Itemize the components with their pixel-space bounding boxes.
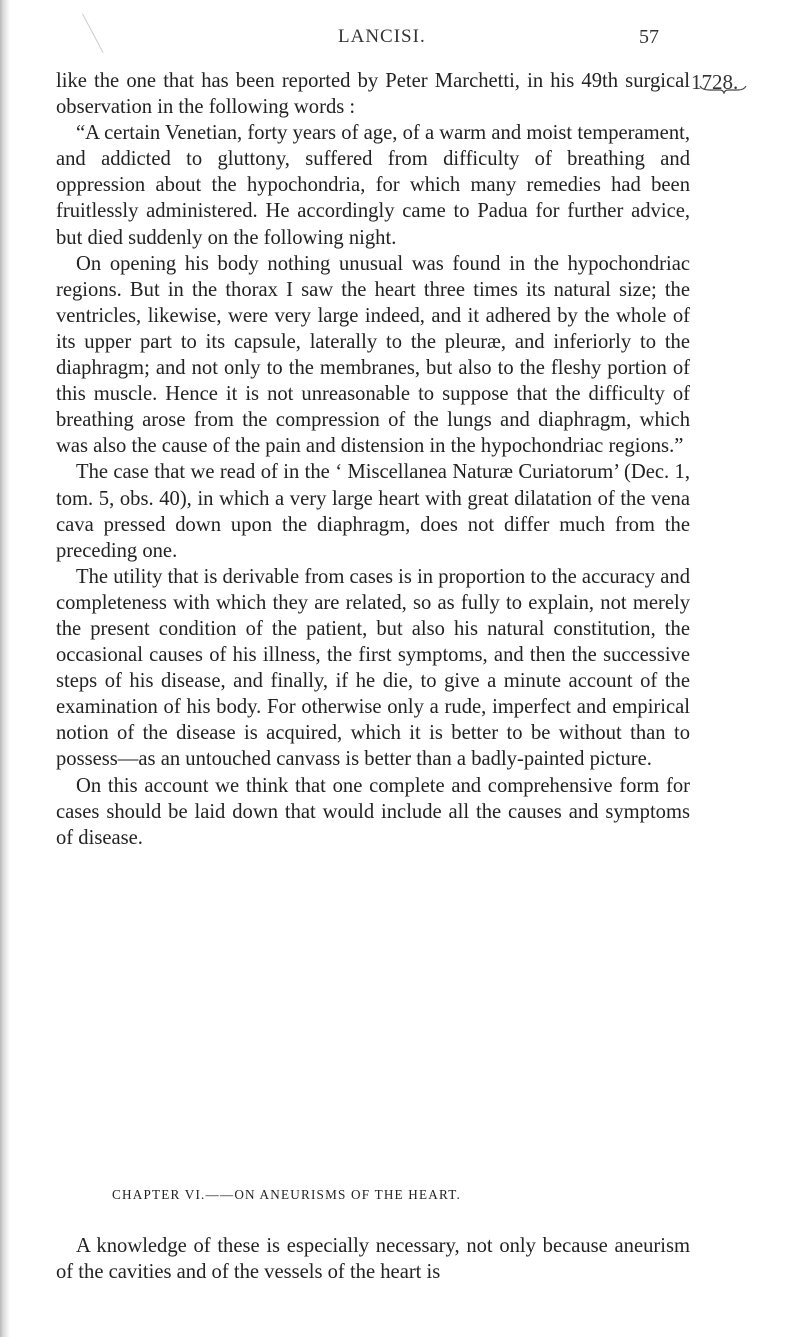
running-head: LANCISI. xyxy=(338,26,426,47)
chapter-heading: CHAPTER VI.——ON ANEURISMS OF THE HEART. xyxy=(112,1187,461,1202)
margin-brace-mark xyxy=(698,84,748,94)
page-number: 57 xyxy=(639,26,659,48)
paragraph: The utility that is derivable from cases is in proportion to the accuracy and completeness with which they are related, so as fully to explain, not merely the present condition of the patient, but also his natural constitution, the occasional causes of his illness, the first symptoms, and then the successive steps of his disease, and finally, if he die, to give a minute account of the examination of his body. For otherwise only a rude, imperfect and empirical notion of the disease is acquired, which it is better to be without than to possess—as an untouched canvass is better than a badly-painted picture. xyxy=(56,565,690,771)
paragraph: A knowledge of these is especially necessary, not only because aneurism of the cavities and of the vessels of the heart is xyxy=(56,1235,690,1284)
paragraph-continued: like the one that has been reported by Peter Marchetti, in his 49th surgical observation in the following words : xyxy=(56,70,690,119)
paragraph: On this account we think that one complete and comprehensive form for cases should be laid down that would include all the causes and symptoms of disease. xyxy=(56,774,690,849)
page-gutter-shadow xyxy=(0,0,10,1337)
paragraph: The case that we read of in the ‘ Miscellanea Naturæ Curiatorum’ (Dec. 1, tom. 5, obs. 40), in which a very large heart with great dilatation of the vena cava pressed down upon the diaphragm, does not differ much from the preceding one. xyxy=(56,461,690,562)
body-text xyxy=(56,68,690,851)
page-header xyxy=(0,22,800,52)
body-text-continued xyxy=(56,1233,690,1285)
margin-year-note: 1728. xyxy=(691,70,739,94)
quoted-paragraph: “A certain Venetian, forty years of age, of a warm and moist temperament, and addicted to gluttony, suffered from difficulty of breathing and oppression about the hypochondria, for which many remedies had been fruitlessly administered. He accordingly came to Padua for further advice, but died suddenly on the following night. xyxy=(56,122,690,249)
quoted-paragraph: On opening his body nothing unusual was found in the hypochondriac regions. But in the thorax I saw the heart three times its natural size; the ventricles, likewise, were very large indeed, and it adhered by the whole of its upper part to its capsule, laterally to the pleuræ, and inferiorly to the diaphragm; and not only to the membranes, but also to the fleshy portion of this muscle. Hence it is not unreasonable to suppose that the difficulty of breathing arose from the compression of the lungs and diaphragm, which was also the cause of the pain and distension in the hypochondriac regions.” xyxy=(56,252,690,458)
